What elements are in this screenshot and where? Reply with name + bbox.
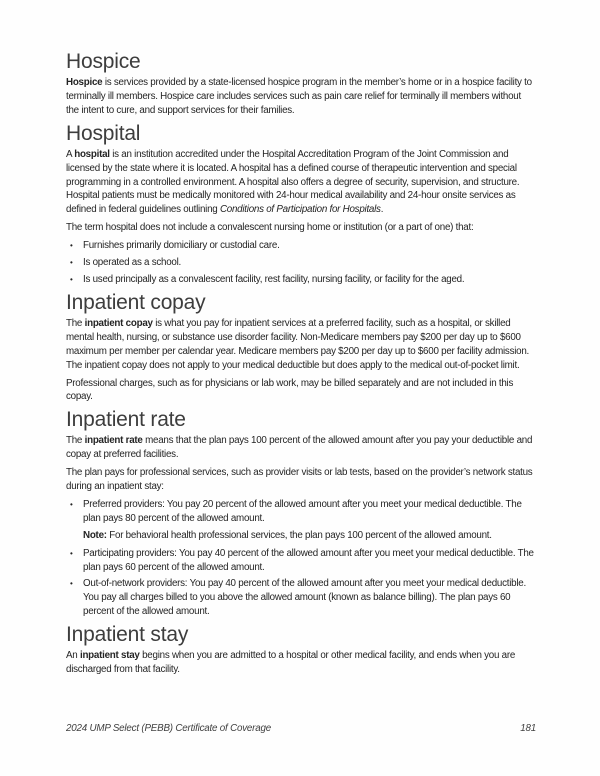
paragraph-hospital-definition — [66, 148, 536, 218]
bold-term-hospice: Hospice — [66, 77, 103, 88]
list-item-preferred-providers — [66, 498, 536, 526]
paragraph-text: The — [66, 435, 85, 447]
list-item-participating-providers — [66, 547, 536, 575]
paragraph-text: begins when you are admitted to a hospital or other medical facility, and ends when you are discharged from that facility. — [66, 650, 516, 676]
page-content — [66, 50, 536, 681]
paragraph-hospital-exclusions-intro: The term hospital does not include a convalescent nursing home or institution (or a part of one) that: — [66, 222, 474, 234]
bold-term-inpatient-rate: inpatient rate — [84, 435, 143, 447]
list-item-text: Is used principally as a convalescent facility, rest facility, nursing facility, or facility for the aged. — [83, 273, 465, 285]
heading-hospital: Hospital — [66, 121, 141, 145]
heading-inpatient-rate: Inpatient rate — [66, 408, 186, 432]
paragraph-text: . — [380, 204, 384, 216]
section-hospice — [66, 50, 536, 118]
paragraph-copay-definition — [66, 317, 536, 373]
list-item — [66, 239, 536, 253]
section-inpatient-stay — [66, 623, 536, 677]
heading-inpatient-stay: Inpatient stay — [66, 623, 189, 647]
paragraph-text: A — [66, 148, 75, 160]
paragraph-hospice-definition — [66, 76, 536, 118]
heading-hospice: Hospice — [66, 50, 141, 73]
list-item-out-of-network-providers — [66, 577, 536, 619]
paragraph-text: is services provided by a state-licensed hospice program in the member’s home or in a hospice facility to terminally ill members. Hospice care includes services such as pain care relief for terminally ill members without the intent to cure, and support services for their families. — [66, 77, 532, 116]
section-inpatient-copay — [66, 291, 536, 404]
list-item — [66, 273, 536, 287]
list-item-text: Furnishes primarily domiciliary or custodial care. — [83, 240, 280, 252]
list-item-text: Is operated as a school. — [83, 257, 182, 269]
section-inpatient-rate — [66, 408, 536, 619]
paragraph-rate-definition — [66, 434, 536, 462]
bold-term-hospital: hospital — [74, 148, 110, 160]
section-hospital — [66, 122, 536, 287]
paragraph-rate-professional-services-intro: The plan pays for professional services, such as provider visits or lab tests, based on the provider’s network status during an inpatient stay: — [66, 467, 533, 493]
bullet-icon: • — [70, 274, 73, 284]
bullet-icon: • — [70, 579, 73, 589]
heading-inpatient-copay: Inpatient copay — [66, 290, 206, 314]
paragraph-copay-professional-charges: Professional charges, such as for physicians or lab work, may be billed separately and are not included in this copay. — [66, 377, 514, 403]
bullet-icon: • — [70, 499, 73, 509]
note-behavioral-health — [66, 529, 536, 543]
paragraph-text: An — [66, 650, 80, 662]
bold-term-inpatient-copay: inpatient copay — [84, 317, 153, 329]
paragraph-text: is an institution accredited under the Hospital Accreditation Program of the Joint Commission and licensed by the state where it is located. A hospital has a defined course of therapeutic intervention and special programming in a controlled environment. A hospital also offers a degree of security, supervision, and structure. Hospital patients must be medically monitored with 24-hour medical availability and 24-hour onsite services as defined in federal guidelines outlining — [66, 148, 520, 216]
list-item-text: Preferred providers: You pay 20 percent of the allowed amount after you meet your medical deductible. The plan pays 80 percent of the allowed amount. — [83, 498, 522, 524]
paragraph-text: means that the plan pays 100 percent of the allowed amount after you pay your deductible and copay at preferred facilities. — [66, 435, 533, 461]
bold-term-inpatient-stay: inpatient stay — [79, 650, 140, 662]
paragraph-text: is what you pay for inpatient services at a preferred facility, such as a hospital, or skilled mental health, nursing, or substance use disorder facility. Non-Medicare members pay $200 per day up to $600 maximum per member per calendar year. Medicare members pay $200 per day up to $600 per facility admission. The inpatient copay does not apply to your medical deductible but does apply to the medical out-of-pocket limit. — [66, 317, 530, 371]
footer-document-title: 2024 UMP Select (PEBB) Certificate of Coverage — [66, 723, 271, 734]
list-item-text: Out-of-network providers: You pay 40 percent of the allowed amount after you meet your medical deductible. You pay all charges billed to you above the allowed amount (known as balance billing). The plan pays 60 percent of the allowed amount. — [83, 578, 526, 618]
bold-note-label: Note: — [83, 529, 107, 541]
paragraph-text: The — [66, 317, 85, 329]
page-footer — [66, 723, 536, 734]
italic-citation: Conditions of Participation for Hospitals — [219, 204, 381, 216]
bullet-icon: • — [70, 258, 73, 268]
list-item-text: Participating providers: You pay 40 percent of the allowed amount after you meet your medical deductible. The plan pays 60 percent of the allowed amount. — [83, 547, 534, 573]
footer-page-number: 181 — [520, 723, 536, 734]
provider-rate-list — [66, 498, 536, 619]
bullet-icon: • — [70, 548, 73, 558]
bullet-icon: • — [70, 241, 73, 251]
hospital-exclusions-list — [66, 239, 536, 287]
paragraph-stay-definition — [66, 649, 536, 677]
list-item — [66, 256, 536, 270]
note-text: For behavioral health professional services, the plan pays 100 percent of the allowed amount. — [106, 529, 492, 541]
